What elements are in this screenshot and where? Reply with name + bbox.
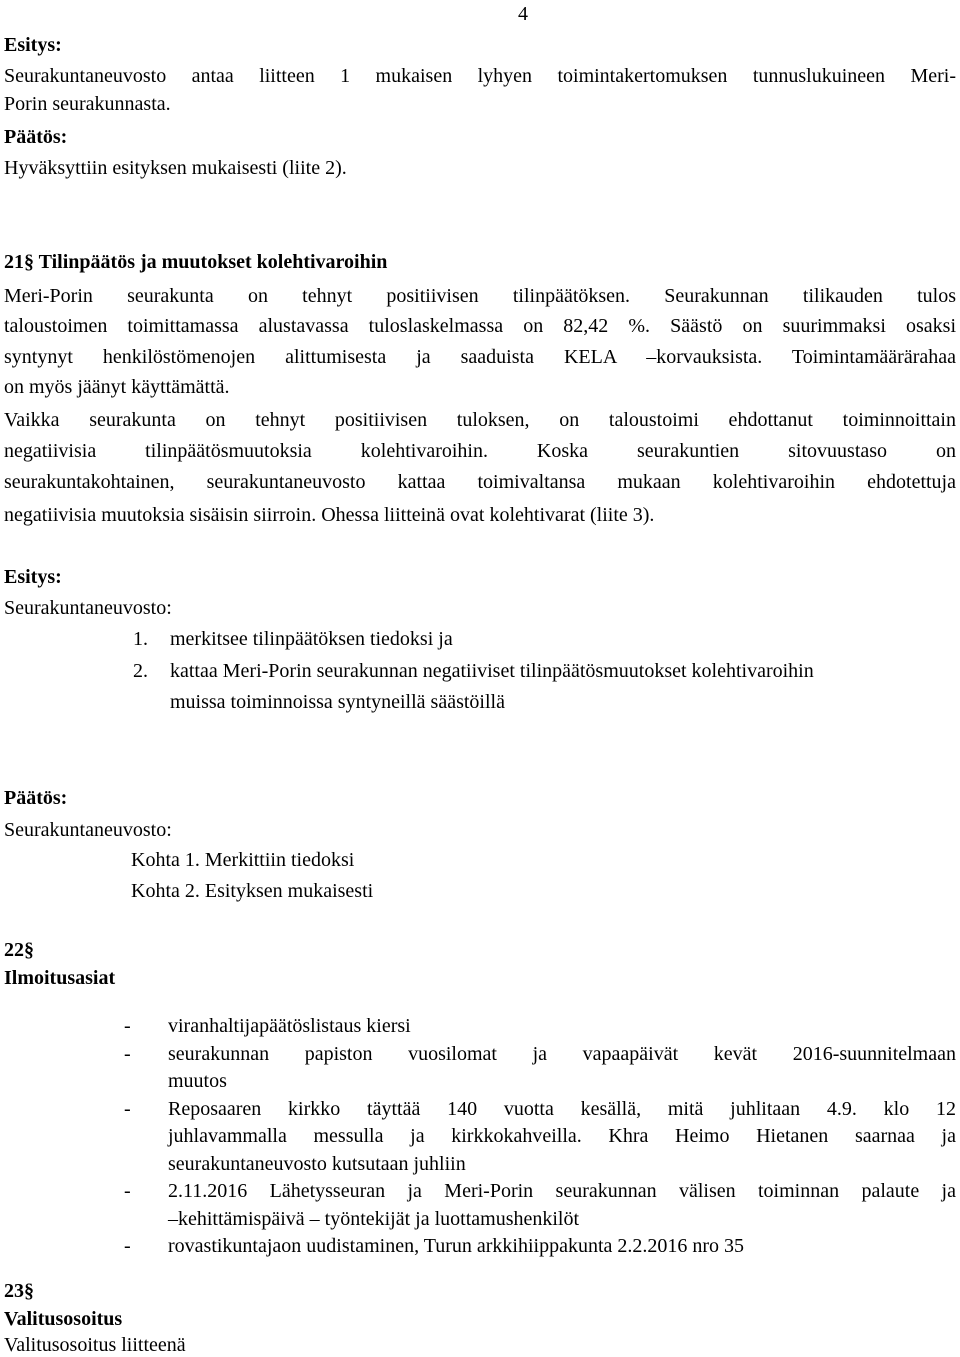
- bullet-item-continuation: juhlavammalla messulla ja kirkkokahveilla. Khra Heimo Hietanen saarnaa ja: [168, 1125, 956, 1147]
- paragraph-line: Vaikka seurakunta on tehnyt positiivisen tuloksen, on taloustoimi ehdottanut toiminnoittain: [4, 409, 956, 431]
- paragraph-line: negatiivisia muutoksia sisäisin siirroin. Ohessa liitteinä ovat kolehtivarat (liite 3).: [4, 504, 655, 526]
- bullet-dash: -: [124, 1098, 131, 1120]
- bullet-item: Reposaaren kirkko täyttää 140 vuotta kesällä, mitä juhlitaan 4.9. klo 12: [168, 1098, 956, 1120]
- kohta-2: Kohta 2. Esityksen mukaisesti: [131, 880, 374, 902]
- esitys-body: Seurakuntaneuvosto:: [4, 597, 172, 619]
- paragraph-line: syntynyt henkilöstömenojen alittumisesta ja saaduista KELA –korvauksista. Toimintamäärärahaa: [4, 346, 956, 368]
- section-22-title: Ilmoitusasiat: [4, 967, 116, 989]
- paatos-label: Päätös:: [4, 126, 68, 148]
- kohta-1: Kohta 1. Merkittiin tiedoksi: [131, 849, 355, 871]
- list-item: kattaa Meri-Porin seurakunnan negatiiviset tilinpäätösmuutokset kolehtivaroihin: [170, 660, 814, 682]
- esitys-text-line: Seurakuntaneuvosto antaa liitteen 1 mukaisen lyhyen toimintakertomuksen tunnuslukuineen Meri-: [4, 65, 956, 87]
- paatos-text: Hyväksyttiin esityksen mukaisesti (liite 2).: [4, 157, 347, 179]
- paragraph-line: seurakuntakohtainen, seurakuntaneuvosto kattaa toimivaltansa mukaan kolehtivaroihin ehdotettuja: [4, 471, 956, 493]
- bullet-item: seurakunnan papiston vuosilomat ja vapaapäivät kevät 2016-suunnitelmaan: [168, 1043, 956, 1065]
- paragraph-line: Meri-Porin seurakunta on tehnyt positiivisen tilinpäätöksen. Seurakunnan tilikauden tulos: [4, 285, 956, 307]
- list-number: 1.: [133, 628, 148, 650]
- paatos-body: Seurakuntaneuvosto:: [4, 819, 172, 841]
- section-23-number: 23§: [4, 1280, 34, 1302]
- bullet-dash: -: [124, 1043, 131, 1065]
- paragraph-line: on myös jäänyt käyttämättä.: [4, 376, 230, 398]
- bullet-item: rovastikuntajaon uudistaminen, Turun arkkihiippakunta 2.2.2016 nro 35: [168, 1235, 745, 1257]
- bullet-item-continuation: –kehittämispäivä – työntekijät ja luottamushenkilöt: [168, 1208, 580, 1230]
- section-23-title: Valitusosoitus: [4, 1308, 123, 1330]
- bullet-dash: -: [124, 1235, 131, 1257]
- list-item-continuation: muissa toiminnoissa syntyneillä säästöillä: [170, 691, 505, 713]
- section-22-number: 22§: [4, 939, 34, 961]
- section-21-heading: 21§ Tilinpäätös ja muutokset kolehtivaroihin: [4, 251, 388, 273]
- section-23-text: Valitusosoitus liitteenä: [4, 1334, 186, 1356]
- bullet-item-continuation: seurakuntaneuvosto kutsutaan juhliin: [168, 1153, 466, 1175]
- esitys-label: Esitys:: [4, 566, 62, 588]
- paragraph-line: taloustoimen toimittamassa alustavassa tuloslaskelmassa on 82,42 %. Säästö on suurimmaksi osaksi: [4, 315, 956, 337]
- esitys-text-line: Porin seurakunnasta.: [4, 93, 171, 115]
- bullet-item-continuation: muutos: [168, 1070, 227, 1092]
- esitys-label: Esitys:: [4, 34, 62, 56]
- paragraph-line: negatiivisia tilinpäätösmuutoksia kolehtivaroihin. Koska seurakuntien sitovuustaso on: [4, 440, 956, 462]
- list-number: 2.: [133, 660, 148, 682]
- bullet-dash: -: [124, 1015, 131, 1037]
- page-number: 4: [518, 3, 528, 25]
- list-item: merkitsee tilinpäätöksen tiedoksi ja: [170, 628, 453, 650]
- bullet-dash: -: [124, 1180, 131, 1202]
- paatos-label: Päätös:: [4, 787, 68, 809]
- bullet-item: viranhaltijapäätöslistaus kiersi: [168, 1015, 411, 1037]
- bullet-item: 2.11.2016 Lähetysseuran ja Meri-Porin seurakunnan välisen toiminnan palaute ja: [168, 1180, 956, 1202]
